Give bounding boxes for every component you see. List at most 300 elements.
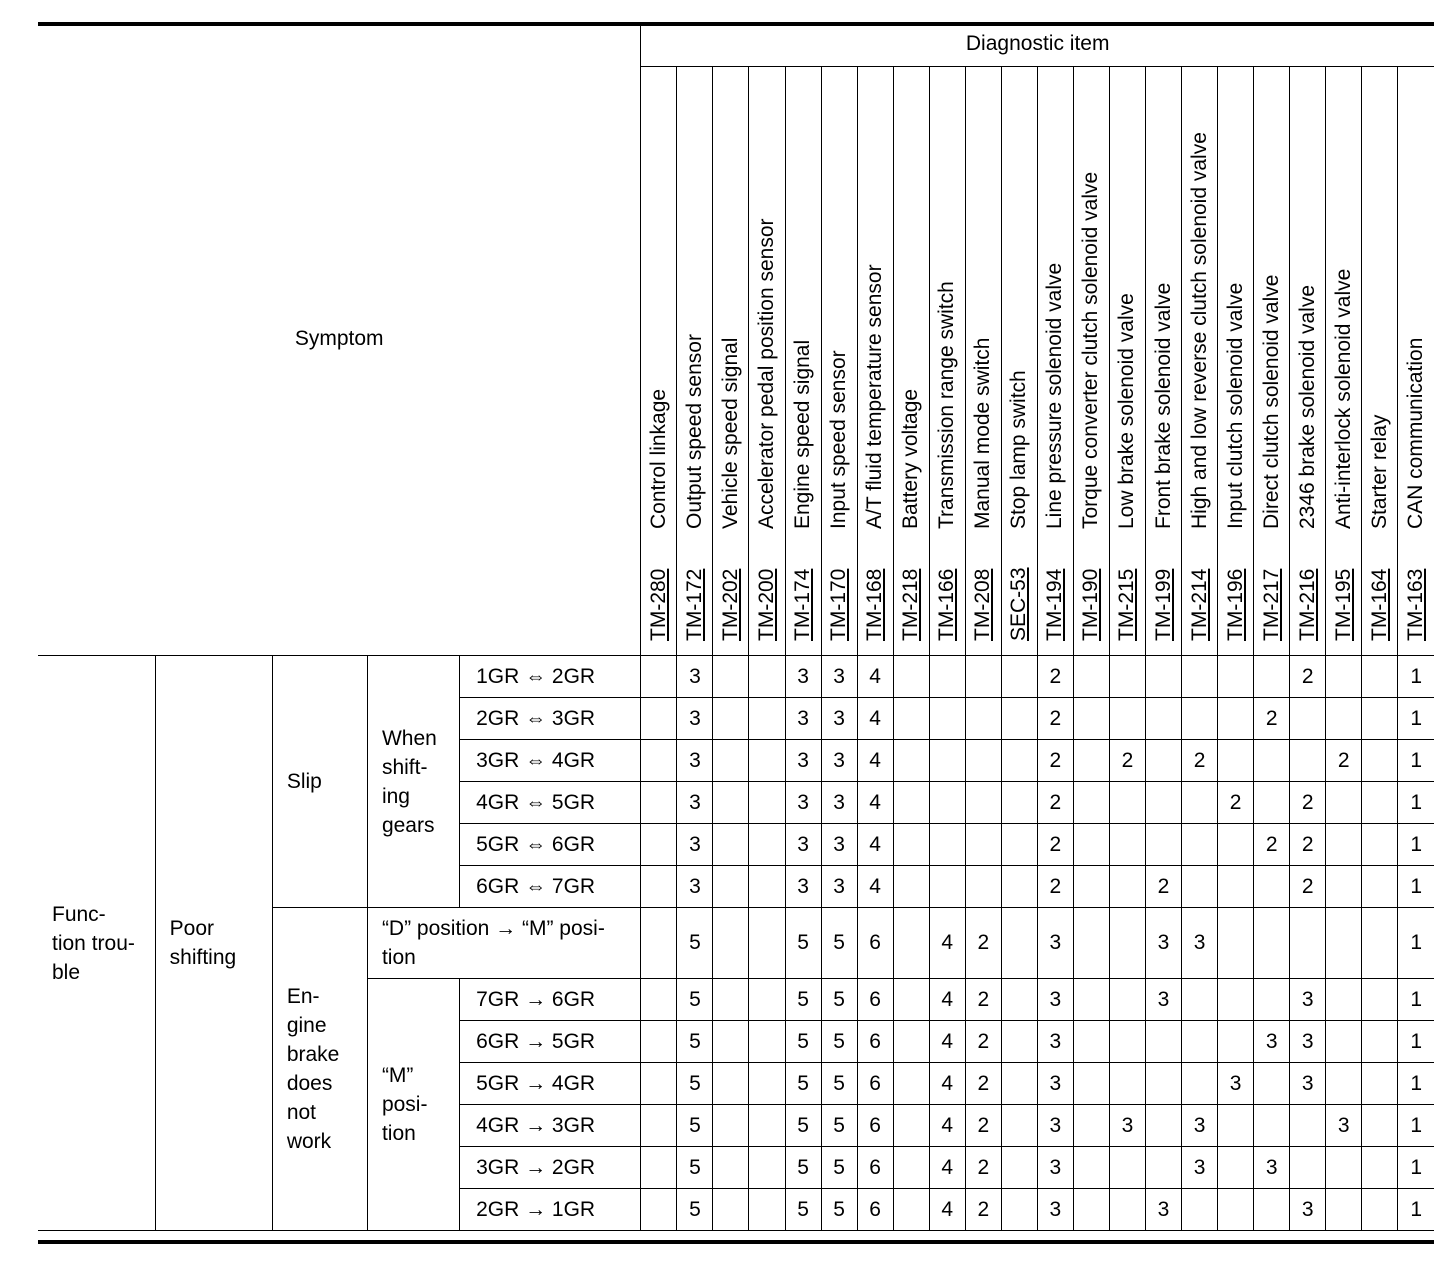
- diagnostic-priority-cell: [713, 908, 749, 979]
- diagnostic-priority-cell: [1182, 1063, 1218, 1105]
- diagnostic-priority-cell: [1362, 1021, 1398, 1063]
- diagnostic-priority-cell: [893, 979, 929, 1021]
- diagnostic-priority-cell: [1182, 824, 1218, 866]
- diagnostic-priority-cell: 3: [677, 656, 713, 698]
- gear-shift-label: 7GR → 6GR: [460, 979, 641, 1021]
- diagnostic-priority-cell: 5: [821, 1105, 857, 1147]
- diagnostic-priority-cell: [1362, 698, 1398, 740]
- diagnostic-priority-cell: [1326, 656, 1362, 698]
- column-reference-link[interactable]: TM-190: [1079, 568, 1103, 641]
- column-header: [1362, 67, 1398, 656]
- diagnostic-priority-cell: [749, 866, 785, 908]
- diagnostic-priority-cell: 5: [785, 1105, 821, 1147]
- diagnostic-priority-cell: [749, 1147, 785, 1189]
- column-name: Low brake solenoid valve: [1115, 293, 1139, 529]
- column-reference-link[interactable]: TM-217: [1259, 568, 1283, 641]
- diagnostic-priority-cell: [1001, 866, 1037, 908]
- diagnostic-priority-cell: [641, 824, 677, 866]
- diagnostic-priority-cell: [1146, 740, 1182, 782]
- column-reference-link[interactable]: TM-172: [682, 568, 706, 641]
- diagnostic-priority-cell: [713, 866, 749, 908]
- diagnostic-priority-cell: 3: [785, 740, 821, 782]
- diagnostic-priority-cell: 5: [785, 908, 821, 979]
- column-reference-link[interactable]: TM-218: [899, 568, 923, 641]
- diagnostic-priority-cell: 2: [1290, 866, 1326, 908]
- diagnostic-priority-cell: 1: [1398, 1189, 1434, 1231]
- diagnostic-priority-cell: [1218, 740, 1254, 782]
- diagnostic-priority-cell: [1254, 656, 1290, 698]
- diagnostic-priority-cell: [1254, 1189, 1290, 1231]
- diagnostic-priority-cell: 5: [821, 1021, 857, 1063]
- diagnostic-priority-cell: [1254, 866, 1290, 908]
- diagnostic-priority-cell: [1362, 1189, 1398, 1231]
- diagnostic-priority-cell: [1182, 656, 1218, 698]
- column-name: Line pressure solenoid valve: [1043, 262, 1067, 529]
- diagnostic-priority-cell: 3: [1146, 908, 1182, 979]
- diagnostic-priority-cell: [1218, 1021, 1254, 1063]
- column-name: Control linkage: [646, 388, 670, 529]
- diagnostic-priority-cell: 4: [857, 740, 893, 782]
- column-header: [1290, 67, 1326, 656]
- diagnostic-priority-cell: [713, 979, 749, 1021]
- diagnostic-priority-cell: 4: [857, 656, 893, 698]
- diagnostic-priority-cell: [929, 656, 965, 698]
- column-header: [821, 67, 857, 656]
- diagnostic-priority-cell: 2: [1290, 656, 1326, 698]
- gear-shift-label: 4GR ⇔ 5GR: [460, 782, 641, 824]
- diagnostic-priority-cell: 3: [1037, 1021, 1073, 1063]
- column-reference-link[interactable]: TM-194: [1043, 568, 1067, 641]
- diagnostic-priority-cell: [893, 740, 929, 782]
- diagnostic-priority-cell: 3: [1254, 1021, 1290, 1063]
- column-header: [965, 67, 1001, 656]
- diagnostic-priority-cell: [749, 908, 785, 979]
- diagnostic-priority-cell: 3: [1182, 1105, 1218, 1147]
- column-reference-link[interactable]: TM-174: [791, 568, 815, 641]
- diagnostic-priority-cell: [965, 866, 1001, 908]
- diagnostic-priority-cell: 5: [785, 1063, 821, 1105]
- diagnostic-priority-cell: [713, 824, 749, 866]
- diagnostic-priority-cell: [1073, 740, 1109, 782]
- diagnostic-priority-cell: [1326, 782, 1362, 824]
- column-reference-link[interactable]: TM-196: [1223, 568, 1247, 641]
- diagnostic-priority-cell: [929, 740, 965, 782]
- diagnostic-priority-cell: 2: [965, 1063, 1001, 1105]
- diagnostic-priority-cell: [713, 698, 749, 740]
- diagnostic-priority-cell: [749, 824, 785, 866]
- diagnostic-priority-cell: [749, 698, 785, 740]
- diagnostic-priority-cell: 3: [1290, 1063, 1326, 1105]
- diagnostic-priority-cell: 4: [929, 1147, 965, 1189]
- diagnostic-priority-cell: 3: [821, 866, 857, 908]
- column-header: [1001, 67, 1037, 656]
- gear-shift-label: 5GR → 4GR: [460, 1063, 641, 1105]
- diagnostic-priority-cell: [1182, 698, 1218, 740]
- diagnostic-priority-cell: [893, 782, 929, 824]
- diagnostic-priority-cell: [1109, 824, 1145, 866]
- diagnostic-priority-cell: [1290, 740, 1326, 782]
- diagnostic-priority-cell: 3: [821, 698, 857, 740]
- diagnostic-priority-cell: 3: [1326, 1105, 1362, 1147]
- diagnostic-priority-cell: 3: [785, 782, 821, 824]
- diagnostic-priority-cell: [1362, 782, 1398, 824]
- diagnostic-item-label: Diagnostic item: [965, 32, 1110, 55]
- diagnostic-priority-cell: [641, 979, 677, 1021]
- column-reference-link[interactable]: TM-202: [718, 568, 742, 641]
- column-reference-link[interactable]: TM-168: [863, 568, 887, 641]
- column-header: [1146, 67, 1182, 656]
- diagnostic-priority-cell: [1109, 1147, 1145, 1189]
- column-header: [1218, 67, 1254, 656]
- diagnostic-priority-cell: [1182, 782, 1218, 824]
- diagnostic-priority-cell: [1182, 866, 1218, 908]
- diagnostic-priority-cell: [1001, 979, 1037, 1021]
- diagnostic-priority-cell: [1254, 908, 1290, 979]
- diagnostic-priority-cell: [749, 656, 785, 698]
- diagnostic-priority-cell: [1326, 1189, 1362, 1231]
- diagnostic-priority-cell: [713, 656, 749, 698]
- diagnostic-priority-cell: [1001, 908, 1037, 979]
- diagnostic-priority-cell: 3: [1109, 1105, 1145, 1147]
- diagnostic-priority-cell: [1146, 824, 1182, 866]
- diagnostic-priority-cell: [1218, 979, 1254, 1021]
- diagnostic-priority-cell: [1182, 1021, 1218, 1063]
- diagnostic-priority-cell: [713, 740, 749, 782]
- diagnostic-priority-cell: [641, 698, 677, 740]
- diagnostic-priority-cell: [713, 1021, 749, 1063]
- diagnostic-priority-cell: 6: [857, 979, 893, 1021]
- diagnostic-priority-cell: [749, 1021, 785, 1063]
- gear-shift-label: 6GR ⇔ 7GR: [460, 866, 641, 908]
- diagnostic-priority-cell: 3: [1037, 1189, 1073, 1231]
- diagnostic-priority-cell: [749, 1189, 785, 1231]
- column-header: [785, 67, 821, 656]
- diagnostic-priority-cell: [641, 908, 677, 979]
- diagnostic-priority-cell: 5: [677, 908, 713, 979]
- diagnostic-priority-cell: [1109, 979, 1145, 1021]
- diagnostic-priority-cell: [1001, 1063, 1037, 1105]
- diagnostic-priority-cell: [1146, 1105, 1182, 1147]
- diagnostic-priority-cell: [713, 1147, 749, 1189]
- diagnostic-priority-cell: [893, 1189, 929, 1231]
- diagnostic-priority-cell: 4: [929, 908, 965, 979]
- diagnostic-priority-cell: [1362, 1105, 1398, 1147]
- column-header: [1037, 67, 1073, 656]
- column-name: Direct clutch solenoid valve: [1259, 274, 1283, 529]
- diagnostic-priority-cell: [929, 698, 965, 740]
- diagnostic-priority-cell: 1: [1398, 866, 1434, 908]
- diagnostic-priority-cell: [1362, 908, 1398, 979]
- column-header: [713, 67, 749, 656]
- diagnostic-priority-cell: [1001, 1105, 1037, 1147]
- diagnostic-priority-cell: 3: [1037, 908, 1073, 979]
- diagnostic-priority-cell: [965, 656, 1001, 698]
- diagnostic-priority-cell: 3: [677, 866, 713, 908]
- diagnostic-priority-cell: 5: [677, 1147, 713, 1189]
- diagnostic-priority-cell: 4: [857, 866, 893, 908]
- diagnostic-priority-cell: 3: [785, 866, 821, 908]
- diagnostic-priority-cell: [1362, 866, 1398, 908]
- symptom-m-position: “M” posi- tion: [367, 979, 459, 1231]
- diagnostic-priority-cell: [1109, 1021, 1145, 1063]
- diagnostic-priority-cell: 6: [857, 1021, 893, 1063]
- diagnostic-priority-cell: [1109, 1063, 1145, 1105]
- diagnostic-priority-cell: 5: [677, 1063, 713, 1105]
- diagnostic-priority-cell: 3: [1146, 979, 1182, 1021]
- diagnostic-priority-cell: 1: [1398, 908, 1434, 979]
- diagnostic-priority-cell: [641, 866, 677, 908]
- diagnostic-item-header: [641, 22, 1434, 67]
- diagnostic-priority-cell: [1362, 740, 1398, 782]
- diagnostic-priority-cell: 3: [1290, 979, 1326, 1021]
- diagnostic-priority-cell: [1362, 1063, 1398, 1105]
- column-reference-link[interactable]: TM-200: [755, 568, 778, 641]
- diagnostic-priority-cell: 3: [677, 740, 713, 782]
- column-name: Front brake solenoid valve: [1151, 282, 1175, 529]
- diagnostic-priority-cell: 6: [857, 1063, 893, 1105]
- diagnostic-priority-cell: [1218, 866, 1254, 908]
- diagnostic-priority-cell: [1073, 656, 1109, 698]
- diagnostic-priority-cell: [1290, 1147, 1326, 1189]
- diagnostic-priority-cell: 5: [677, 1021, 713, 1063]
- diagnostic-priority-cell: [641, 656, 677, 698]
- diagnostic-priority-cell: [929, 866, 965, 908]
- diagnostic-priority-cell: 1: [1398, 1147, 1434, 1189]
- column-name: Transmission range switch: [935, 281, 959, 529]
- diagnostic-priority-cell: 2: [965, 1147, 1001, 1189]
- diagnostic-priority-cell: 2: [965, 1105, 1001, 1147]
- diagnostic-priority-cell: [1218, 1147, 1254, 1189]
- diagnostic-priority-cell: 1: [1398, 782, 1434, 824]
- diagnostic-priority-cell: [1362, 1147, 1398, 1189]
- diagnostic-priority-cell: [893, 1021, 929, 1063]
- diagnostic-priority-cell: 1: [1398, 1105, 1434, 1147]
- diagnostic-priority-cell: [1073, 1147, 1109, 1189]
- diagnostic-priority-cell: [1254, 979, 1290, 1021]
- diagnostic-priority-cell: 5: [821, 979, 857, 1021]
- diagnostic-priority-cell: [1362, 656, 1398, 698]
- diagnostic-priority-cell: [749, 979, 785, 1021]
- diagnostic-priority-cell: 3: [677, 782, 713, 824]
- diagnostic-priority-cell: [1218, 656, 1254, 698]
- diagnostic-priority-cell: 3: [1254, 1147, 1290, 1189]
- diagnostic-priority-cell: [713, 1063, 749, 1105]
- diagnostic-priority-cell: [1146, 698, 1182, 740]
- diagnostic-priority-cell: 2: [1290, 824, 1326, 866]
- column-header: [1254, 67, 1290, 656]
- diagnostic-priority-cell: [1326, 908, 1362, 979]
- diagnostic-priority-cell: [1073, 824, 1109, 866]
- diagnostic-priority-cell: 2: [1037, 698, 1073, 740]
- diagnostic-priority-cell: [893, 866, 929, 908]
- diagnostic-priority-cell: 3: [677, 824, 713, 866]
- diagnostic-priority-cell: 4: [857, 782, 893, 824]
- diagnostic-priority-cell: [893, 908, 929, 979]
- diagnostic-priority-cell: 5: [821, 908, 857, 979]
- diagnostic-priority-cell: 2: [1109, 740, 1145, 782]
- diagnostic-priority-cell: 3: [821, 656, 857, 698]
- diagnostic-priority-cell: 3: [677, 698, 713, 740]
- diagnostic-priority-cell: [1182, 1189, 1218, 1231]
- diagnostic-priority-cell: [1001, 740, 1037, 782]
- diagnostic-priority-cell: 2: [1037, 782, 1073, 824]
- diagnostic-priority-cell: 5: [677, 1189, 713, 1231]
- diagnostic-priority-cell: 2: [1037, 824, 1073, 866]
- symptom-d-to-m-position: “D” position → “M” posi- tion: [367, 908, 640, 979]
- gear-shift-label: 2GR → 1GR: [460, 1189, 641, 1231]
- diagnostic-priority-cell: 4: [929, 1063, 965, 1105]
- diagnostic-priority-cell: [1326, 1147, 1362, 1189]
- diagnostic-priority-cell: [1326, 866, 1362, 908]
- column-reference-link[interactable]: TM-208: [971, 568, 995, 641]
- gear-shift-label: 3GR → 2GR: [460, 1147, 641, 1189]
- column-header: [641, 67, 677, 656]
- diagnostic-priority-cell: [1109, 1189, 1145, 1231]
- column-header: [929, 67, 965, 656]
- gear-shift-label: 1GR ⇔ 2GR: [460, 656, 641, 698]
- diagnostic-priority-cell: 1: [1398, 698, 1434, 740]
- diagnostic-priority-cell: [1073, 698, 1109, 740]
- diagnostic-priority-cell: [893, 1063, 929, 1105]
- diagnostic-priority-cell: 3: [1037, 1147, 1073, 1189]
- column-name: A/T fluid temperature sensor: [863, 264, 887, 529]
- column-name: Starter relay: [1367, 414, 1391, 529]
- gear-shift-label: 2GR ⇔ 3GR: [460, 698, 641, 740]
- diagnostic-priority-cell: [713, 782, 749, 824]
- diagnostic-priority-cell: [893, 1105, 929, 1147]
- diagnostic-priority-cell: 2: [1218, 782, 1254, 824]
- diagnostic-priority-cell: [1073, 782, 1109, 824]
- symptom-header: [38, 22, 641, 656]
- column-reference-link[interactable]: TM-215: [1115, 568, 1139, 641]
- column-name: Battery voltage: [899, 388, 923, 529]
- column-reference-link[interactable]: TM-170: [827, 568, 851, 641]
- diagnostic-priority-cell: 3: [1218, 1063, 1254, 1105]
- diagnostic-priority-cell: [893, 698, 929, 740]
- diagnostic-priority-cell: [1001, 656, 1037, 698]
- column-name: Vehicle speed signal: [718, 337, 742, 529]
- column-reference-link[interactable]: TM-216: [1295, 568, 1319, 641]
- diagnostic-priority-cell: [749, 1063, 785, 1105]
- diagnostic-priority-cell: [1218, 1105, 1254, 1147]
- diagnostic-priority-cell: [1109, 782, 1145, 824]
- diagnostic-priority-cell: [1254, 1063, 1290, 1105]
- diagnostic-priority-cell: [1362, 824, 1398, 866]
- diagnostic-priority-cell: 6: [857, 1189, 893, 1231]
- diagnostic-priority-cell: 1: [1398, 1063, 1434, 1105]
- diagnostic-priority-cell: 3: [785, 824, 821, 866]
- column-reference-link[interactable]: TM-163: [1404, 568, 1428, 641]
- diagnostic-priority-cell: 2: [965, 1189, 1001, 1231]
- column-reference-link[interactable]: TM-280: [646, 568, 670, 641]
- diagnostic-priority-cell: [1290, 908, 1326, 979]
- diagnostic-priority-cell: 1: [1398, 979, 1434, 1021]
- diagnostic-priority-cell: [1001, 1021, 1037, 1063]
- symptom-slip: Slip: [272, 656, 367, 908]
- diagnostic-priority-cell: [929, 824, 965, 866]
- column-header: [893, 67, 929, 656]
- column-reference-link[interactable]: TM-214: [1187, 568, 1211, 641]
- column-reference-link[interactable]: TM-199: [1151, 568, 1175, 641]
- diagnostic-priority-cell: 2: [1254, 698, 1290, 740]
- diagnostic-priority-cell: 1: [1398, 656, 1434, 698]
- diagnostic-priority-cell: [1073, 866, 1109, 908]
- symptom-subcategory: Poor shifting: [155, 656, 272, 1231]
- diagnostic-priority-cell: [1290, 698, 1326, 740]
- diagnostic-priority-cell: [1073, 1021, 1109, 1063]
- diagnostic-priority-cell: [641, 1063, 677, 1105]
- diagnostic-priority-cell: 2: [1146, 866, 1182, 908]
- diagnostic-priority-cell: [641, 1021, 677, 1063]
- diagnostic-priority-cell: 2: [965, 908, 1001, 979]
- diagnostic-priority-cell: 4: [857, 698, 893, 740]
- diagnostic-priority-cell: 4: [929, 1021, 965, 1063]
- diagnostic-priority-cell: [965, 824, 1001, 866]
- diagnostic-priority-cell: [1146, 1021, 1182, 1063]
- column-name: Output speed sensor: [682, 334, 706, 529]
- column-name: Input speed sensor: [827, 350, 851, 529]
- diagnostic-priority-cell: 5: [821, 1063, 857, 1105]
- table-row: [38, 656, 1434, 698]
- column-reference-link[interactable]: TM-166: [935, 568, 959, 641]
- diagnostic-priority-cell: [1073, 1189, 1109, 1231]
- diagnostic-priority-cell: [1182, 979, 1218, 1021]
- diagnostic-priority-cell: 3: [821, 824, 857, 866]
- diagnostic-priority-cell: [965, 698, 1001, 740]
- diagnostic-priority-cell: 3: [1146, 1189, 1182, 1231]
- column-name: CAN communication: [1404, 337, 1428, 529]
- column-header: [1398, 67, 1434, 656]
- symptom-when-shifting: When shift- ing gears: [367, 656, 459, 908]
- diagnostic-priority-cell: 5: [677, 979, 713, 1021]
- column-name: Accelerator pedal position sensor: [755, 218, 778, 529]
- diagnostic-priority-cell: 5: [821, 1147, 857, 1189]
- diagnostic-priority-cell: [641, 740, 677, 782]
- diagnostic-priority-cell: [1073, 1105, 1109, 1147]
- diagnostic-priority-cell: [1073, 1063, 1109, 1105]
- diagnostic-priority-cell: [1254, 1105, 1290, 1147]
- diagnostic-priority-cell: 4: [929, 1105, 965, 1147]
- diagnostic-priority-cell: [1109, 908, 1145, 979]
- diagnostic-priority-cell: [1290, 1105, 1326, 1147]
- diagnostic-priority-cell: [929, 782, 965, 824]
- diagnostic-priority-cell: [1218, 1189, 1254, 1231]
- diagnostic-priority-cell: 3: [1182, 1147, 1218, 1189]
- diagnostic-priority-cell: [1073, 908, 1109, 979]
- diagnostic-priority-cell: [1362, 979, 1398, 1021]
- diagnostic-priority-cell: [713, 1189, 749, 1231]
- diagnostic-priority-cell: 2: [965, 979, 1001, 1021]
- diagnostic-priority-cell: [1146, 1063, 1182, 1105]
- column-name: 2346 brake solenoid valve: [1295, 284, 1319, 529]
- diagnostic-priority-cell: [893, 1147, 929, 1189]
- column-reference-link[interactable]: TM-195: [1331, 568, 1355, 641]
- diagnostic-priority-cell: [893, 656, 929, 698]
- column-name: High and low reverse clutch solenoid valve: [1187, 132, 1211, 529]
- column-reference-link[interactable]: SEC-53: [1007, 567, 1031, 641]
- diagnostic-priority-cell: 2: [1037, 740, 1073, 782]
- diagnostic-priority-cell: 3: [821, 740, 857, 782]
- diagnostic-priority-cell: 2: [1290, 782, 1326, 824]
- bottom-rule: [38, 1240, 1434, 1244]
- diagnostic-priority-cell: [749, 740, 785, 782]
- diagnostic-priority-cell: 5: [677, 1105, 713, 1147]
- column-reference-link[interactable]: TM-164: [1367, 568, 1391, 641]
- gear-shift-label: 3GR ⇔ 4GR: [460, 740, 641, 782]
- diagnostic-priority-cell: 5: [821, 1189, 857, 1231]
- diagnostic-priority-cell: 3: [785, 698, 821, 740]
- diagnostic-priority-cell: 3: [1182, 908, 1218, 979]
